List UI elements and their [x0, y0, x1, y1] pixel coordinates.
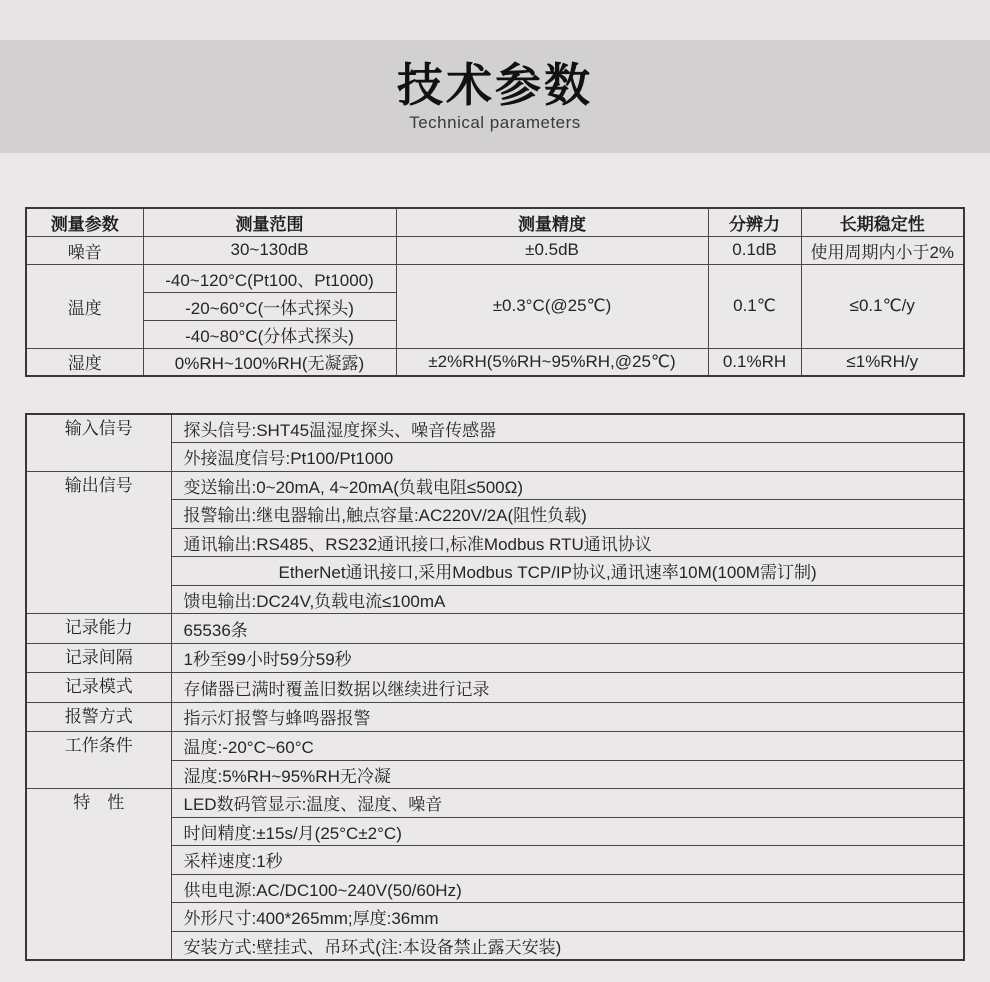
range-cell: -40~80°C(分体式探头) [143, 320, 396, 348]
range-cell: 0%RH~100%RH(无凝露) [143, 348, 396, 376]
detail-value: 供电电源:AC/DC100~240V(50/60Hz) [171, 874, 964, 903]
spec-header-row [26, 208, 964, 236]
resolution-cell: 0.1dB [708, 236, 801, 264]
detail-value: 指示灯报警与蜂鸣器报警 [171, 702, 964, 732]
detail-group-label-record-interval: 记录间隔 [26, 643, 171, 673]
detail-group-label-record-mode: 记录模式 [26, 673, 171, 703]
detail-group-label-output-signal: 输出信号 [26, 471, 171, 614]
content-area [0, 153, 990, 961]
detail-group-label-features: 特 性 [26, 789, 171, 960]
detail-group-label-alarm-mode: 报警方式 [26, 702, 171, 732]
stability-cell: ≤1%RH/y [801, 348, 964, 376]
param-cell: 温度 [26, 264, 143, 348]
page-subtitle: Technical parameters [409, 112, 581, 132]
detail-value: 安装方式:壁挂式、吊环式(注:本设备禁止露天安装) [171, 931, 964, 960]
detail-spec-table [25, 413, 965, 961]
accuracy-cell: ±2%RH(5%RH~95%RH,@25℃) [396, 348, 708, 376]
detail-row [26, 471, 964, 500]
detail-row [26, 643, 964, 673]
range-cell: 30~130dB [143, 236, 396, 264]
col-header-stability: 长期稳定性 [801, 208, 964, 236]
range-cell: -40~120°C(Pt100、Pt1000) [143, 264, 396, 292]
detail-value: LED数码管显示:温度、湿度、噪音 [171, 789, 964, 818]
stability-cell: 使用周期内小于2% [801, 236, 964, 264]
detail-value: 1秒至99小时59分59秒 [171, 643, 964, 673]
detail-row [26, 789, 964, 818]
detail-value: 采样速度:1秒 [171, 846, 964, 875]
detail-row [26, 673, 964, 703]
col-header-range: 测量范围 [143, 208, 396, 236]
detail-value: 存储器已满时覆盖旧数据以继续进行记录 [171, 673, 964, 703]
spec-row-temperature [26, 264, 964, 292]
spec-row-noise [26, 236, 964, 264]
param-cell: 噪音 [26, 236, 143, 264]
resolution-cell: 0.1%RH [708, 348, 801, 376]
detail-group-label-record-capacity: 记录能力 [26, 614, 171, 644]
accuracy-cell: ±0.3°C(@25℃) [396, 264, 708, 348]
detail-value-ethernet: EtherNet通讯接口,采用Modbus TCP/IP协议,通讯速率10M(100M需订制) [171, 557, 964, 586]
page-title: 技术参数 [397, 59, 593, 112]
measurement-spec-table [25, 207, 965, 377]
detail-value: 65536条 [171, 614, 964, 644]
detail-row [26, 414, 964, 443]
detail-value: 变送输出:0~20mA, 4~20mA(负载电阻≤500Ω) [171, 471, 964, 500]
top-strip [0, 0, 990, 40]
detail-value: 馈电输出:DC24V,负载电流≤100mA [171, 585, 964, 614]
detail-value: 温度:-20°C~60°C [171, 732, 964, 761]
detail-row [26, 732, 964, 761]
col-header-parameter: 测量参数 [26, 208, 143, 236]
col-header-resolution: 分辨力 [708, 208, 801, 236]
accuracy-cell: ±0.5dB [396, 236, 708, 264]
resolution-cell: 0.1℃ [708, 264, 801, 348]
detail-value: 报警输出:继电器输出,触点容量:AC220V/2A(阻性负载) [171, 500, 964, 529]
spec-row-humidity [26, 348, 964, 376]
range-cell: -20~60°C(一体式探头) [143, 292, 396, 320]
detail-row [26, 702, 964, 732]
detail-group-label-working-conditions: 工作条件 [26, 732, 171, 789]
detail-value: 外接温度信号:Pt100/Pt1000 [171, 443, 964, 472]
detail-value: 通讯输出:RS485、RS232通讯接口,标准Modbus RTU通讯协议 [171, 528, 964, 557]
detail-value: 时间精度:±15s/月(25°C±2°C) [171, 817, 964, 846]
stability-cell: ≤0.1℃/y [801, 264, 964, 348]
page-header [0, 40, 990, 153]
detail-value: 探头信号:SHT45温湿度探头、噪音传感器 [171, 414, 964, 443]
detail-value: 外形尺寸:400*265mm;厚度:36mm [171, 903, 964, 932]
col-header-accuracy: 测量精度 [396, 208, 708, 236]
detail-value: 湿度:5%RH~95%RH无冷凝 [171, 760, 964, 789]
detail-group-label-input-signal: 输入信号 [26, 414, 171, 471]
detail-row [26, 614, 964, 644]
param-cell: 湿度 [26, 348, 143, 376]
